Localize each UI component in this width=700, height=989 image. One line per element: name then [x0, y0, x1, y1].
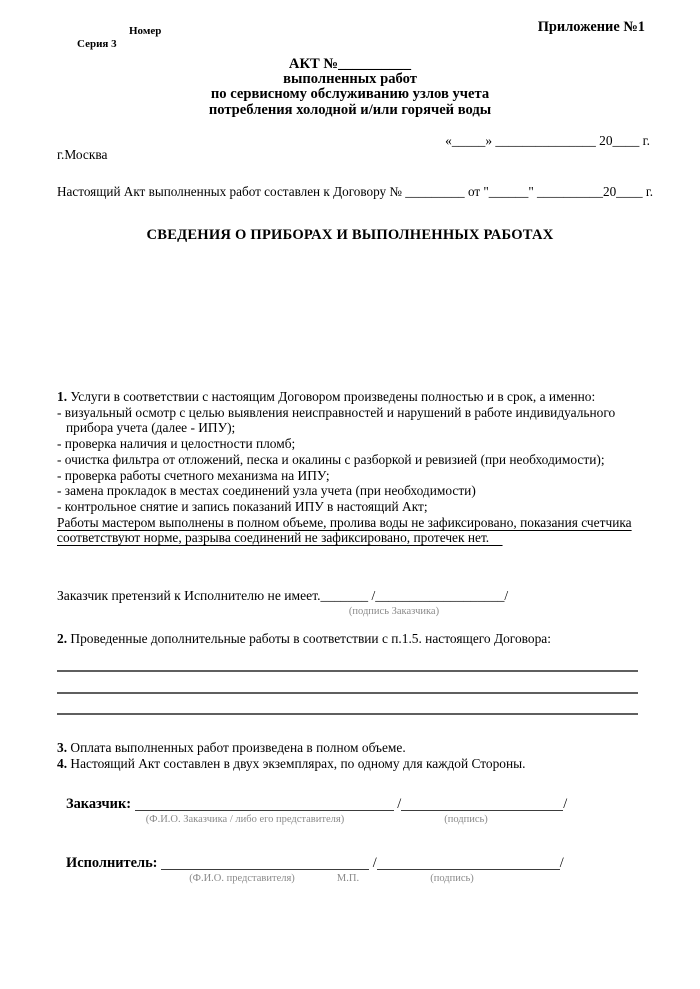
city-label: г.Москва — [57, 147, 108, 162]
contract-reference-line: Настоящий Акт выполненных работ составлен к Договору № _________ от "______" __________20____ г. — [57, 184, 654, 199]
customer-signature-caption: (подпись Заказчика) — [348, 606, 440, 617]
customer-name-caption: (Ф.И.О. Заказчика / либо его представителя) — [145, 814, 345, 825]
section-3-payment: 3. Оплата выполненных работ произведена в полном объеме. — [57, 740, 406, 755]
customer-sign-blank — [401, 797, 563, 811]
contractor-label: Исполнитель: — [66, 855, 158, 871]
series-label: Серия 3 — [77, 38, 117, 50]
customer-name-blank — [135, 797, 394, 811]
no-claims-line: Заказчик претензий к Исполнителю не имеет._______ /___________________/ — [57, 588, 509, 603]
blank-writing-line — [57, 670, 638, 672]
sections-3-4 — [57, 740, 657, 772]
blank-writing-line — [57, 692, 638, 694]
section-4-copies: 4. Настоящий Акт составлен в двух экземплярах, по одному для каждой Стороны. — [57, 755, 526, 771]
section-1-intro: 1. Услуги в соответствии с настоящим Договором произведены полностью и в срок, а именно: — [57, 389, 596, 404]
service-item-continuation: прибора учета (далее - ИПУ); — [66, 420, 236, 436]
title-line-act-number: АКТ №__________ — [288, 56, 412, 72]
slash-separator: / — [563, 796, 568, 812]
appendix-label: Приложение №1 — [537, 19, 645, 35]
section-heading: СВЕДЕНИЯ О ПРИБОРАХ И ВЫПОЛНЕННЫХ РАБОТАХ — [146, 227, 554, 243]
section-4-number: 4. — [57, 755, 68, 771]
section-1-services — [57, 389, 645, 546]
section-1-number: 1. — [57, 389, 68, 404]
work-completion-statement-continuation: соответствуют норме, разрыва соединений не зафиксировано, протечек нет. — [57, 530, 503, 546]
contractor-name-caption: (Ф.И.О. представителя) — [189, 873, 295, 884]
customer-sign-caption: (подпись) — [444, 814, 488, 825]
service-item: - контрольное снятие и запись показаний ИПУ в настоящий Акт; — [57, 498, 428, 514]
service-item: - проверка наличия и целостности пломб; — [57, 436, 296, 452]
contractor-sign-caption: (подпись) — [430, 873, 474, 884]
slash-separator: / — [397, 796, 402, 812]
slash-separator: / — [372, 855, 377, 871]
service-item: - проверка работы счетного механизма на ИПУ; — [57, 467, 330, 483]
contractor-name-blank — [161, 856, 369, 870]
title-line-works: выполненных работ — [283, 71, 417, 88]
service-item: - замена прокладок в местах соединений узла учета (при необходимости) — [57, 483, 476, 499]
stamp-place-label: М.П. — [336, 873, 360, 884]
section-3-number: 3. — [57, 740, 68, 755]
customer-signature-row — [66, 796, 567, 813]
slash-separator: / — [559, 855, 564, 871]
number-label: Номер — [129, 25, 162, 37]
title-line-service: по сервисному обслуживанию узлов учета — [210, 86, 490, 103]
customer-label: Заказчик: — [66, 796, 132, 812]
contractor-sign-blank — [377, 856, 560, 870]
title-line-water: потребления холодной и/или горячей воды — [208, 101, 492, 118]
document-title — [0, 57, 700, 118]
work-completion-statement: Работы мастером выполнены в полном объеме, пролива воды не зафиксировано, показания счетчика — [57, 514, 632, 530]
section-2-number: 2. — [57, 631, 68, 646]
section-2-additional-works: 2. Проведенные дополнительные работы в соответствии с п.1.5. настоящего Договора: — [57, 631, 551, 646]
date-blank-line: «_____» _______________ 20____ г. — [445, 133, 650, 148]
service-item: - очистка фильтра от отложений, песка и окалины с разборкой и ревизией (при необходимости); — [57, 451, 605, 467]
service-item: - визуальный осмотр с целью выявления неисправностей и нарушений в работе индивидуального — [57, 404, 616, 420]
blank-writing-line — [57, 713, 638, 715]
contractor-signature-row — [66, 855, 564, 872]
